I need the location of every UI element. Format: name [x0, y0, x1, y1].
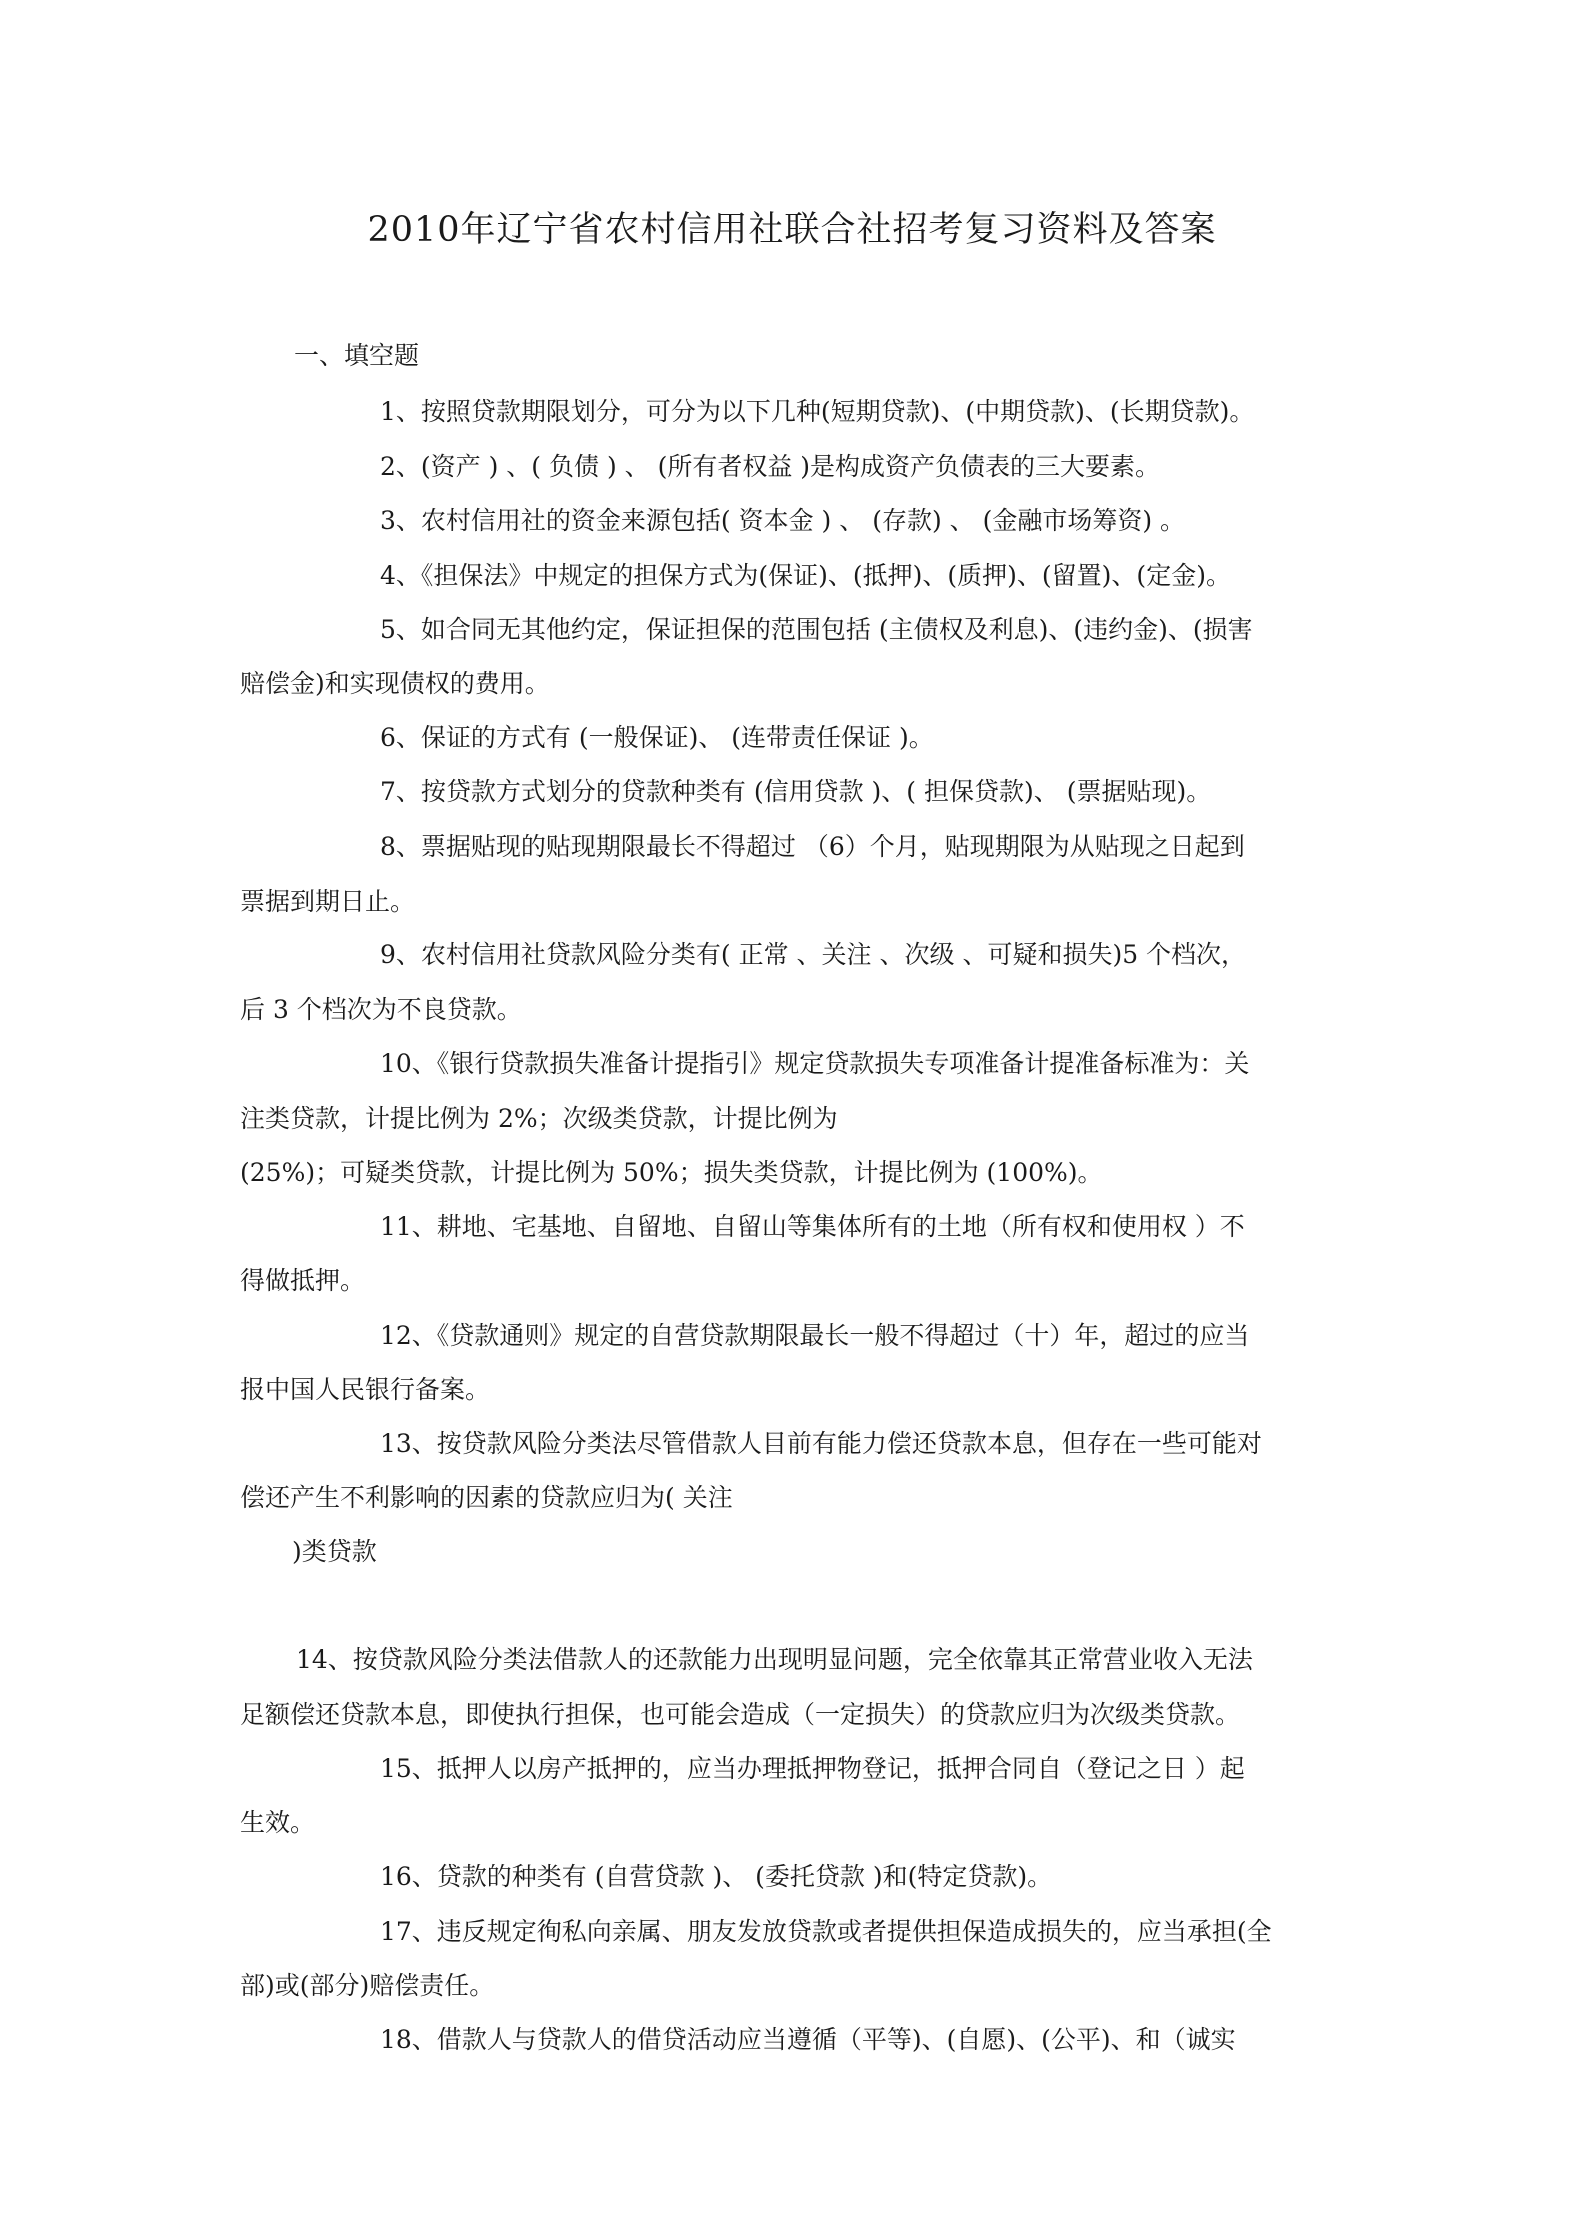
question-8-continued: 票据到期日止。 [240, 887, 416, 916]
question-11: 11、耕地、宅基地、自留地、自留山等集体所有的土地（所有权和使用权 ）不 [380, 1212, 1245, 1241]
question-10-continued-2: (25%)；可疑类贷款，计提比例为 50%；损失类贷款，计提比例为 (100%)。 [240, 1158, 1103, 1187]
question-1: 1、按照贷款期限划分，可分为以下几种(短期贷款)、(中期贷款)、(长期贷款)。 [380, 397, 1255, 426]
question-18: 18、借款人与贷款人的借贷活动应当遵循（平等)、(自愿)、(公平)、和（诚实 [380, 2025, 1236, 2054]
question-11-continued: 得做抵押。 [240, 1266, 366, 1295]
question-6: 6、保证的方式有 (一般保证)、 (连带责任保证 )。 [380, 723, 934, 752]
question-14-continued: 足额偿还贷款本息，即使执行担保，也可能会造成（一定损失）的贷款应归为次级类贷款。 [240, 1700, 1241, 1729]
question-3: 3、农村信用社的资金来源包括( 资本金 ) 、 (存款) 、 (金融市场筹资) 。 [380, 506, 1186, 535]
question-10-continued: 注类贷款，计提比例为 2%；次级类贷款，计提比例为 [240, 1104, 838, 1133]
question-8: 8、票据贴现的贴现期限最长不得超过 （6）个月，贴现期限为从贴现之日起到 [380, 832, 1245, 861]
question-13-continued-2: )类贷款 [292, 1537, 377, 1566]
question-9: 9、农村信用社贷款风险分类有( 正常 、关注 、次级 、可疑和损失)5 个档次， [380, 940, 1247, 969]
question-17: 17、违反规定徇私向亲属、朋友发放贷款或者提供担保造成损失的，应当承担(全 [380, 1917, 1272, 1946]
question-4: 4、《担保法》中规定的担保方式为(保证)、(抵押)、(质押)、(留置)、(定金)。 [380, 561, 1231, 590]
question-9-continued: 后 3 个档次为不良贷款。 [240, 995, 522, 1024]
section-heading: 一、填空题 [294, 341, 420, 370]
question-12: 12、《贷款通则》规定的自营贷款期限最长一般不得超过（十）年，超过的应当 [380, 1321, 1250, 1350]
question-5-continued: 赔偿金)和实现债权的费用。 [240, 669, 550, 698]
question-7: 7、按贷款方式划分的贷款种类有 (信用贷款 )、( 担保贷款)、 (票据贴现)。 [380, 777, 1212, 806]
question-2: 2、(资产 ) 、( 负债 ) 、 (所有者权益 )是构成资产负债表的三大要素。 [380, 452, 1161, 481]
page-title: 2010年辽宁省农村信用社联合社招考复习资料及答案 [367, 210, 1217, 250]
question-15-continued: 生效。 [240, 1808, 316, 1837]
question-17-continued: 部)或(部分)赔偿责任。 [240, 1971, 495, 2000]
question-13-continued: 偿还产生不利影响的因素的贷款应归为( 关注 [240, 1483, 733, 1512]
question-5: 5、如合同无其他约定，保证担保的范围包括 (主债权及利息)、(违约金)、(损害 [380, 615, 1253, 644]
question-12-continued: 报中国人民银行备案。 [240, 1375, 491, 1404]
question-16: 16、贷款的种类有 (自营贷款 )、 (委托贷款 )和(特定贷款)。 [380, 1862, 1053, 1891]
question-13: 13、按贷款风险分类法尽管借款人目前有能力偿还贷款本息，但存在一些可能对 [380, 1429, 1262, 1458]
question-15: 15、抵押人以房产抵押的，应当办理抵押物登记，抵押合同自（登记之日 ）起 [380, 1754, 1245, 1783]
question-10: 10、《银行贷款损失准备计提指引》规定贷款损失专项准备计提准备标准为：关 [380, 1049, 1250, 1078]
question-14: 14、按贷款风险分类法借款人的还款能力出现明显问题，完全依靠其正常营业收入无法 [296, 1645, 1253, 1674]
